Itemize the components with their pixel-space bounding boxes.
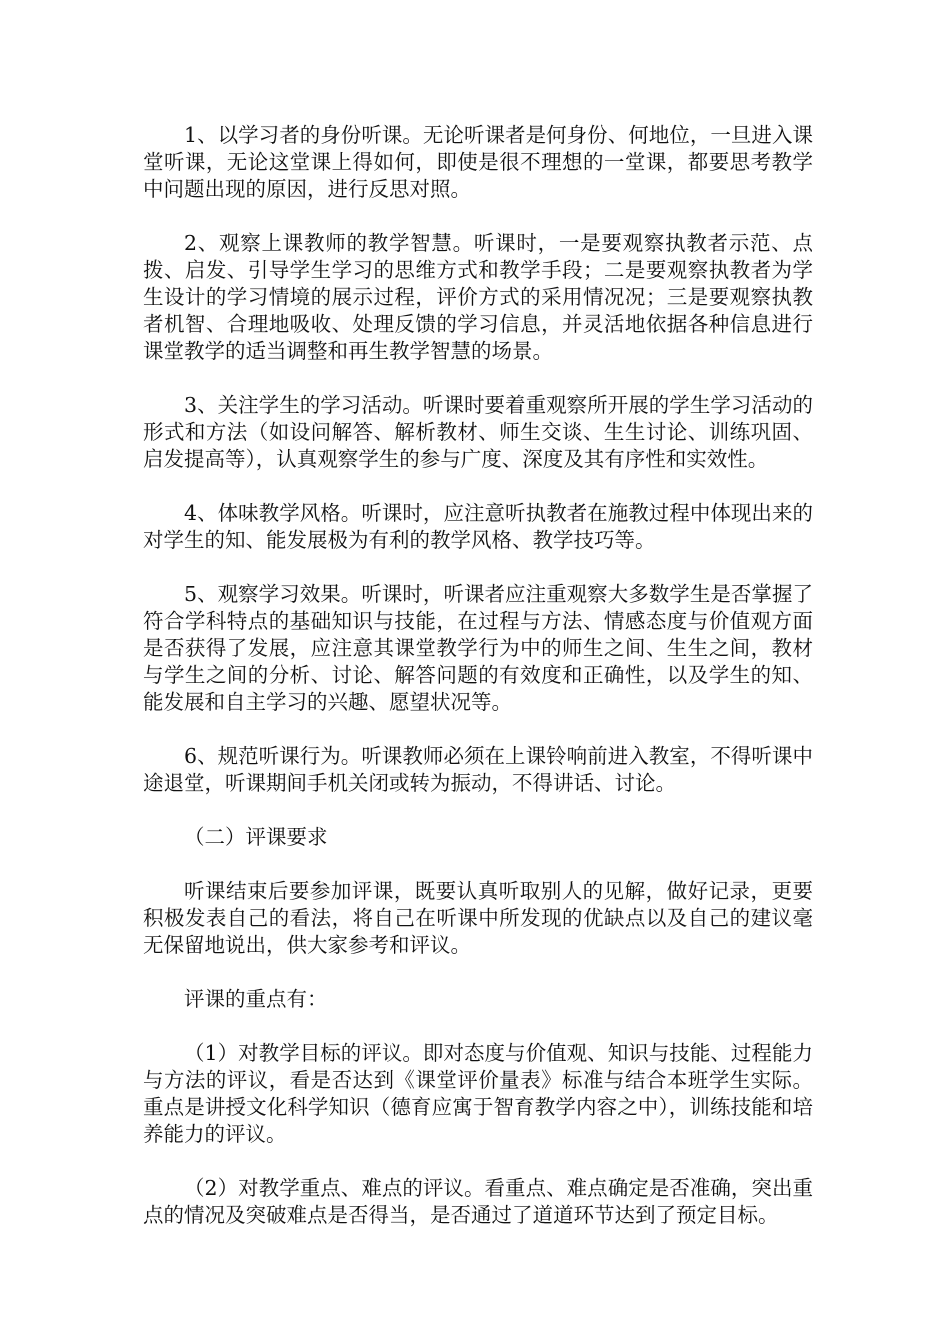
paragraph-evaluation-focus: 评课的重点有： [184,987,328,1011]
paragraph-learning-effect: 5、观察学习效果。听课时，听课者应注重观察大多数学生是否掌握了符合学科特点的基础知识与技能，在过程与方法、情感态度与价值观方面是否获得了发展，应注意其课堂教学行为中的师生之间、生生之间，教材与学生之间的分析、讨论、解答问题的有效度和正确性，以及学生的知、能发展和自主学习的兴趣、愿望状况等。 [143,582,813,714]
paragraph-listening-behavior: 6、规范听课行为。听课教师必须在上课铃响前进入教室，不得听课中途退堂，听课期间手机关闭或转为振动，不得讲话、讨论。 [143,744,813,795]
paragraph-teaching-wisdom: 2、观察上课教师的教学智慧。听课时，一是要观察执教者示范、点拨、启发、引导学生学习的思维方式和教学手段；二是要观察执教者为学生设计的学习情境的展示过程，评价方式的采用情况况；三是要观察执教者机智、合理地吸收、处理反馈的学习信息，并灵活地依据各种信息进行课堂教学的适当调整和再生教学智慧的场景。 [143,231,813,363]
paragraph-student-activities: 3、关注学生的学习活动。听课时要着重观察所开展的学生学习活动的形式和方法（如设问解答、解析教材、师生交谈、生生讨论、训练巩固、启发提高等），认真观察学生的参与广度、深度及其有序性和实效性。 [143,393,813,471]
document-body [143,122,813,1256]
paragraph-evaluation-intro: 听课结束后要参加评课，既要认真听取别人的见解，做好记录，更要积极发表自己的看法，将自己在听课中所发现的优缺点以及自己的建议毫无保留地说出，供大家参考和评议。 [143,879,813,957]
paragraph-key-difficult-points: （2）对教学重点、难点的评议。看重点、难点确定是否准确，突出重点的情况及突破难点是否得当，是否通过了道道环节达到了预定目标。 [143,1176,813,1227]
section-heading-evaluation: （二）评课要求 [184,825,328,849]
paragraph-teaching-goals: （1）对教学目标的评议。即对态度与价值观、知识与技能、过程能力与方法的评议，看是否达到《课堂评价量表》标准与结合本班学生实际。重点是讲授文化科学知识（德育应寓于智育教学内容之中），训练技能和培养能力的评议。 [143,1041,813,1146]
paragraph-listening-as-learner: 1、以学习者的身份听课。无论听课者是何身份、何地位，一旦进入课堂听课，无论这堂课上得如何，即使是很不理想的一堂课，都要思考教学中问题出现的原因，进行反思对照。 [143,123,813,201]
paragraph-teaching-style: 4、体味教学风格。听课时，应注意听执教者在施教过程中体现出来的对学生的知、能发展极为有利的教学风格、教学技巧等。 [143,501,813,552]
